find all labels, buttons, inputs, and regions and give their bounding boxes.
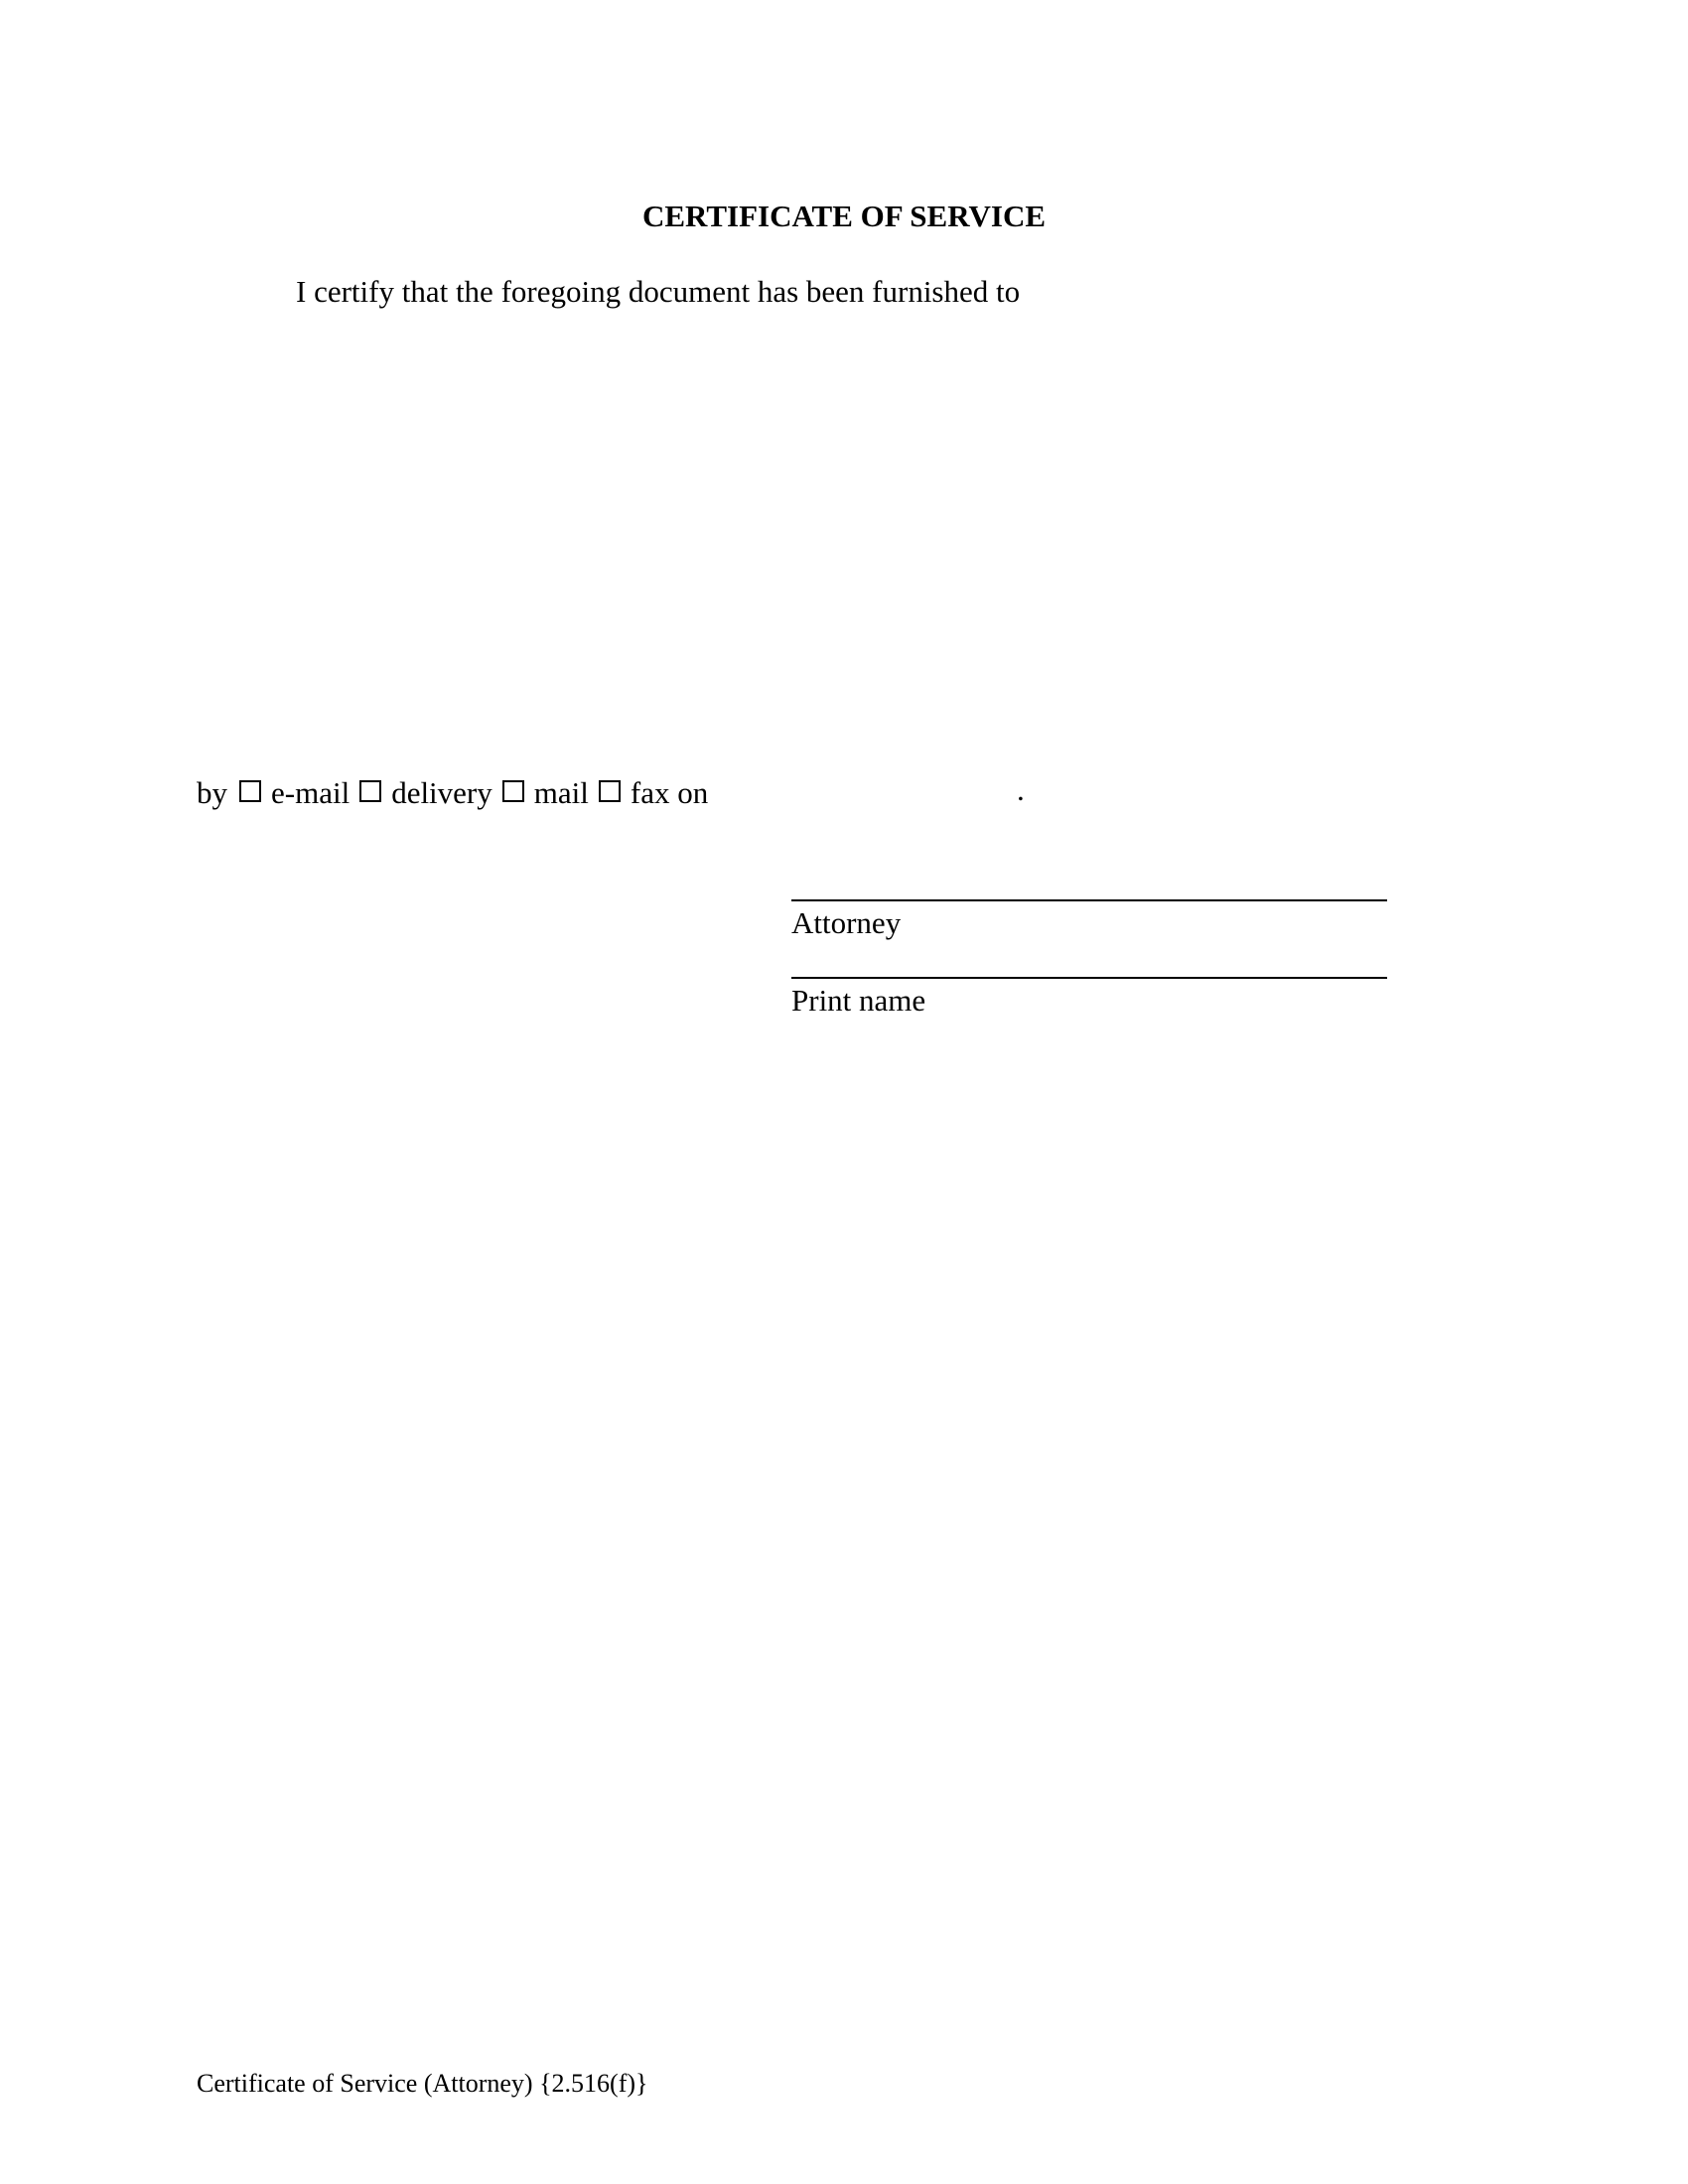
attorney-signature-line[interactable] [791, 899, 1387, 901]
email-checkbox[interactable] [239, 780, 261, 802]
service-date-field[interactable] [752, 770, 1017, 810]
sentence-period: . [1017, 772, 1025, 807]
print-name-label: Print name [791, 983, 926, 1018]
email-option-label: e-mail [271, 774, 351, 810]
mail-checkbox[interactable] [502, 780, 524, 802]
attorney-label: Attorney [791, 905, 902, 940]
delivery-option-label: delivery [391, 774, 492, 810]
service-method-line [197, 770, 708, 813]
mail-option-label: mail [533, 774, 589, 810]
method-prefix: by [197, 774, 227, 810]
form-footer: Certificate of Service (Attorney) {2.516(f)} [197, 2069, 648, 2098]
document-title: CERTIFICATE OF SERVICE [641, 199, 1047, 233]
print-name-line[interactable] [791, 977, 1387, 979]
fax-checkbox[interactable] [599, 780, 621, 802]
delivery-checkbox[interactable] [359, 780, 381, 802]
certify-statement: I certify that the foregoing document has been furnished to [296, 274, 1021, 309]
fax-option-label: fax on [630, 774, 709, 810]
